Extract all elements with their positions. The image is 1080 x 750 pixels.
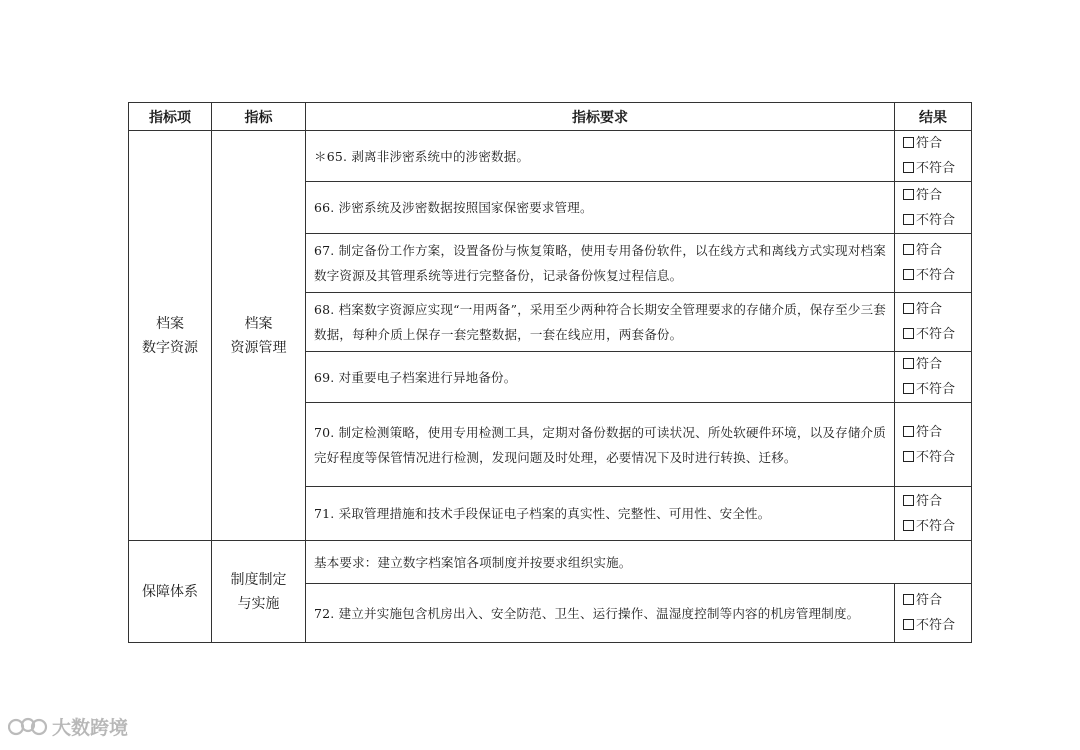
checkbox-icon[interactable] — [903, 137, 914, 148]
option-fail[interactable] — [903, 156, 971, 181]
option-fail[interactable] — [903, 322, 971, 347]
indicator-cell — [212, 131, 306, 541]
option-label: 不符合 — [916, 161, 956, 176]
basic-requirement: 基本要求：建立数字档案馆各项制度并按要求组织实施。 — [306, 541, 972, 584]
option-pass[interactable] — [903, 131, 971, 156]
requirement-72: 72. 建立并实施包含机房出入、安全防范、卫生、运行操作、温湿度控制等内容的机房管理制度。 — [306, 584, 895, 643]
result-cell — [895, 584, 972, 643]
result-cell — [895, 131, 972, 182]
header-indicator: 指标 — [212, 103, 306, 131]
item-cell — [129, 541, 212, 643]
header-requirement: 指标要求 — [306, 103, 895, 131]
header-item: 指标项 — [129, 103, 212, 131]
checkbox-icon[interactable] — [903, 358, 914, 369]
option-label: 符合 — [916, 243, 943, 258]
requirement-70: 70. 制定检测策略，使用专用检测工具，定期对备份数据的可读状况、所处软硬件环境，以及存储介质完好程度等保管情况进行检测，发现问题及时处理，必要情况下及时进行转换、迁移。 — [306, 403, 895, 487]
option-label: 符合 — [916, 493, 943, 509]
watermark-logo-icon — [8, 714, 48, 740]
table-header-row — [129, 103, 972, 131]
watermark — [8, 713, 128, 740]
option-label: 符合 — [916, 187, 943, 203]
option-label: 不符合 — [916, 212, 956, 228]
checkbox-icon[interactable] — [903, 451, 914, 462]
header-result: 结果 — [895, 103, 972, 131]
checkbox-icon[interactable] — [903, 619, 914, 630]
checkbox-icon[interactable] — [903, 495, 914, 506]
option-label: 不符合 — [916, 449, 956, 465]
result-cell — [895, 352, 972, 403]
requirement-65: ＊65. 剥离非涉密系统中的涉密数据。 — [306, 131, 895, 182]
option-label: 符合 — [916, 357, 943, 372]
checkbox-icon[interactable] — [903, 594, 914, 605]
item-label: 档案 数字资源 — [142, 315, 198, 356]
option-label: 符合 — [916, 424, 943, 440]
indicator-cell — [212, 541, 306, 643]
item-label: 保障体系 — [142, 583, 198, 600]
indicator-label: 制度制定 与实施 — [230, 571, 287, 612]
checkbox-icon[interactable] — [903, 383, 914, 394]
option-fail[interactable] — [903, 514, 971, 539]
option-pass[interactable] — [903, 588, 971, 613]
option-label: 不符合 — [916, 268, 956, 283]
indicator-label: 档案 资源管理 — [230, 315, 287, 356]
table-row — [129, 541, 972, 584]
result-cell — [895, 293, 972, 352]
watermark-text: 大数跨境 — [52, 717, 129, 739]
requirement-66: 66. 涉密系统及涉密数据按照国家保密要求管理。 — [306, 182, 895, 234]
option-fail[interactable] — [903, 613, 971, 638]
checkbox-icon[interactable] — [903, 303, 914, 314]
requirements-table — [128, 102, 972, 643]
option-fail[interactable] — [903, 445, 971, 470]
checkbox-icon[interactable] — [903, 426, 914, 437]
checkbox-icon[interactable] — [903, 244, 914, 255]
option-pass[interactable] — [903, 183, 971, 208]
option-pass[interactable] — [903, 352, 971, 377]
checkbox-icon[interactable] — [903, 328, 914, 339]
item-cell — [129, 131, 212, 541]
result-cell — [895, 487, 972, 541]
option-fail[interactable] — [903, 263, 971, 288]
option-pass[interactable] — [903, 297, 971, 322]
option-label: 不符合 — [916, 518, 956, 534]
checkbox-icon[interactable] — [903, 162, 914, 173]
result-cell — [895, 403, 972, 487]
option-label: 不符合 — [916, 618, 956, 633]
option-fail[interactable] — [903, 208, 971, 233]
option-label: 符合 — [916, 593, 943, 608]
option-label: 不符合 — [916, 382, 956, 397]
option-fail[interactable] — [903, 377, 971, 402]
option-label: 不符合 — [916, 327, 956, 342]
checkbox-icon[interactable] — [903, 189, 914, 200]
checkbox-icon[interactable] — [903, 269, 914, 280]
option-pass[interactable] — [903, 489, 971, 514]
requirement-71: 71. 采取管理措施和技术手段保证电子档案的真实性、完整性、可用性、安全性。 — [306, 487, 895, 541]
table-row — [129, 131, 972, 182]
result-cell — [895, 234, 972, 293]
option-label: 符合 — [916, 136, 943, 151]
option-label: 符合 — [916, 302, 943, 317]
option-pass[interactable] — [903, 420, 971, 445]
result-cell — [895, 182, 972, 234]
option-pass[interactable] — [903, 238, 971, 263]
requirement-69: 69. 对重要电子档案进行异地备份。 — [306, 352, 895, 403]
requirement-68: 68. 档案数字资源应实现“一用两备”，采用至少两种符合长期安全管理要求的存储介质，保存至少三套数据，每种介质上保存一套完整数据，一套在线应用，两套备份。 — [306, 293, 895, 352]
checkbox-icon[interactable] — [903, 214, 914, 225]
checkbox-icon[interactable] — [903, 520, 914, 531]
requirement-67: 67. 制定备份工作方案，设置备份与恢复策略，使用专用备份软件，以在线方式和离线方式实现对档案数字资源及其管理系统等进行完整备份，记录备份恢复过程信息。 — [306, 234, 895, 293]
